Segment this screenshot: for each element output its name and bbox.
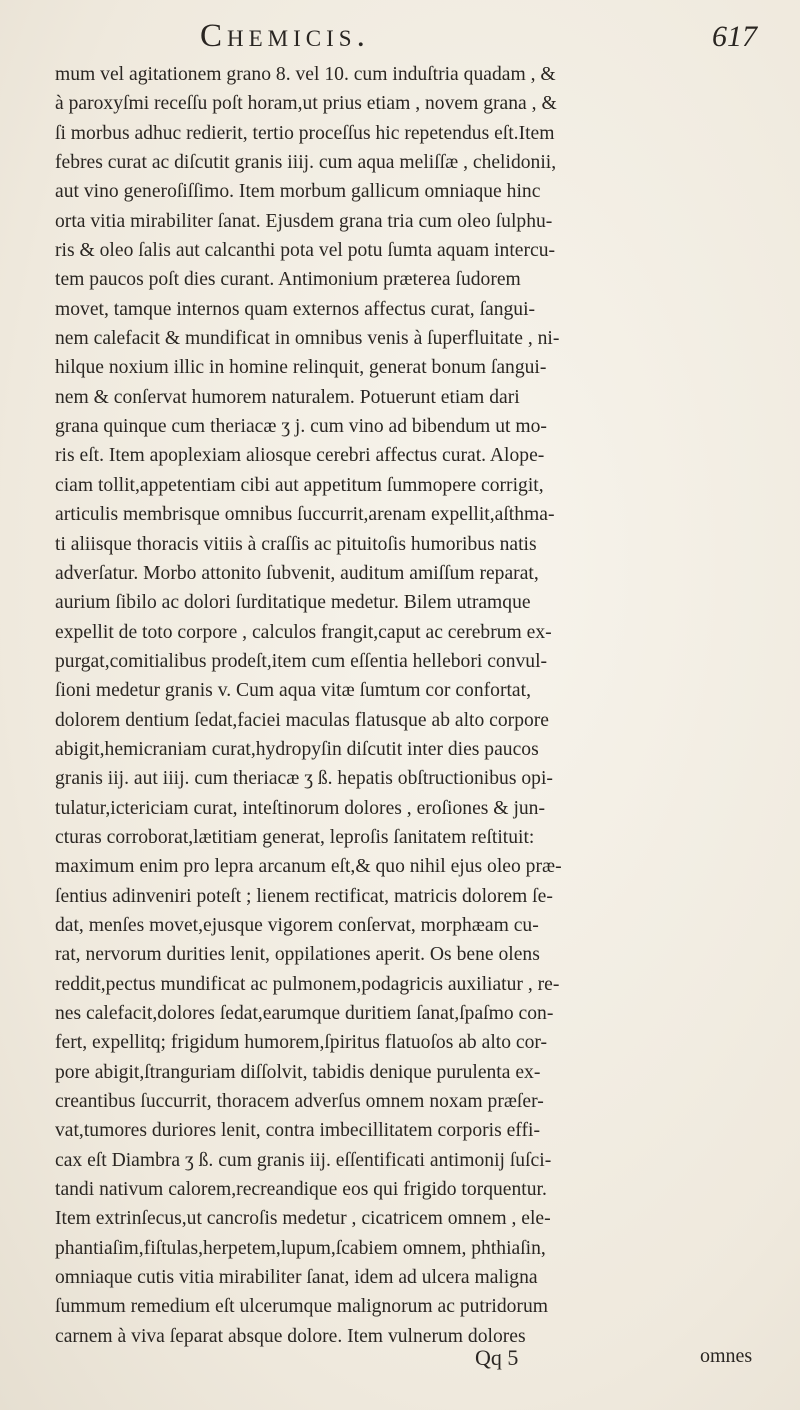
text-line: ſioni medetur granis v. Cum aqua vitæ ſumtum cor confortat, — [55, 680, 531, 702]
signature-mark: Qq 5 — [475, 1345, 519, 1370]
text-line: granis iij. aut iiij. cum theriacæ ʒ ß. hepatis obſtructionibus opi- — [55, 768, 553, 790]
text-line: ti aliisque thoracis vitiis à craſſis ac pituitoſis humoribus natis — [55, 533, 537, 555]
text-line: vat,tumores duriores lenit, contra imbecillitatem corporis effi- — [55, 1120, 540, 1142]
page-number: 617 — [712, 20, 757, 53]
text-line: pore abigit,ſtranguriam diſſolvit, tabidis denique purulenta ex- — [55, 1061, 541, 1083]
text-line: tem paucos poſt dies curant. Antimonium præterea ſudorem — [55, 269, 521, 291]
text-line: tandi nativum calorem,recreandique eos qui frigido torquentur. — [55, 1179, 547, 1201]
page-header — [0, 18, 800, 62]
text-line: dolorem dentium ſedat,faciei maculas flatusque ab alto corpore — [55, 709, 550, 731]
catchword: omnes — [700, 1345, 753, 1367]
text-line: adverſatur. Morbo attonito ſubvenit, auditum amiſſum reparat, — [55, 562, 539, 584]
text-line: à paroxyſmi receſſu poſt horam,ut prius etiam , novem grana , & — [55, 93, 557, 115]
text-line: maximum enim pro lepra arcanum eſt,& quo nihil ejus oleo præ- — [55, 856, 562, 878]
text-line: nem calefacit & mundificat in omnibus venis à ſuperfluitate , ni- — [55, 328, 560, 350]
text-line: cax eſt Diambra ʒ ß. cum granis iij. eſſentificati antimonij ſuſci- — [55, 1149, 552, 1171]
text-line: purgat,comitialibus prodeſt,item cum eſſentia hellebori convul- — [55, 650, 548, 672]
text-line: reddit,pectus mundificat ac pulmonem,podagricis auxiliatur , re- — [55, 973, 560, 995]
text-line: articulis membrisque omnibus ſuccurrit,arenam expellit,aſthma- — [55, 504, 555, 526]
text-line: mum vel agitationem grano 8. vel 10. cum induſtria quadam , & — [55, 64, 556, 85]
text-line: nem & conſervat humorem naturalem. Potuerunt etiam dari — [55, 386, 520, 408]
text-line: cturas corroborat,lætitiam generat, leproſis ſanitatem reſtituit: — [55, 826, 535, 848]
text-line: ſentius adinveniri poteſt ; lienem rectificat, matricis dolorem ſe- — [55, 885, 553, 907]
text-line: orta vitia mirabiliter ſanat. Ejusdem grana tria cum oleo ſulphu- — [55, 210, 553, 232]
text-line: grana quinque cum theriacæ ʒ j. cum vino ad bibendum ut mo- — [55, 416, 547, 438]
text-line: ciam tollit,appetentiam cibi aut appetitum ſummopere corrigit, — [55, 474, 544, 496]
text-line: febres curat ac diſcutit granis iiij. cum aqua meliſſæ , chelidonii, — [55, 152, 557, 174]
text-line: ſummum remedium eſt ulcerumque malignorum ac putridorum — [55, 1296, 548, 1318]
text-line: expellit de toto corpore , calculos frangit,caput ac cerebrum ex- — [55, 621, 552, 643]
text-line: Item extrinſecus,ut cancroſis medetur , cicatricem omnem , ele- — [55, 1208, 551, 1230]
text-line: ris & oleo ſalis aut calcanthi pota vel potu ſumta aquam intercu- — [55, 240, 556, 262]
page-footer — [0, 1345, 800, 1375]
text-line: carnem à viva ſeparat absque dolore. Item vulnerum dolores — [55, 1325, 526, 1347]
text-line: ſi morbus adhuc redierit, tertio proceſſus hic repetendus eſt.Item — [55, 122, 555, 144]
text-line: movet, tamque internos quam externos affectus curat, ſangui- — [55, 298, 536, 320]
text-line: fert, expellitq; frigidum humorem,ſpiritus flatuoſos ab alto cor- — [55, 1032, 548, 1054]
text-line: aut vino generoſiſſimo. Item morbum gallicum omniaque hinc — [55, 181, 541, 203]
text-line: nes calefacit,dolores ſedat,earumque duritiem ſanat,ſpaſmo con- — [55, 1003, 554, 1024]
text-line: phantiaſim,fiſtulas,herpetem,lupum,ſcabiem omnem, phthiaſin, — [55, 1237, 546, 1259]
text-line: aurium ſibilo ac dolori ſurditatique medetur. Bilem utramque — [55, 592, 531, 614]
text-line: abigit,hemicraniam curat,hydropyſin diſcutit inter dies paucos — [55, 738, 539, 760]
body-text — [55, 60, 795, 1351]
text-line: dat, menſes movet,ejusque vigorem conſervat, morphæam cu- — [55, 914, 539, 936]
text-line: omniaque cutis vitia mirabiliter ſanat, idem ad ulcera maligna — [55, 1267, 538, 1289]
text-line: hilque noxium illic in homine relinquit, generat bonum ſangui- — [55, 357, 547, 379]
text-line: ris eſt. Item apoplexiam aliosque cerebri affectus curat. Alope- — [55, 445, 545, 467]
running-head: Chemicis. — [200, 18, 370, 54]
text-line: rat, nervorum durities lenit, oppilationes aperit. Os bene olens — [55, 944, 540, 966]
text-line: tulatur,ictericiam curat, inteſtinorum dolores , eroſiones & jun- — [55, 797, 546, 819]
text-line: creantibus ſuccurrit, thoracem adverſus omnem noxam præſer- — [55, 1091, 544, 1113]
